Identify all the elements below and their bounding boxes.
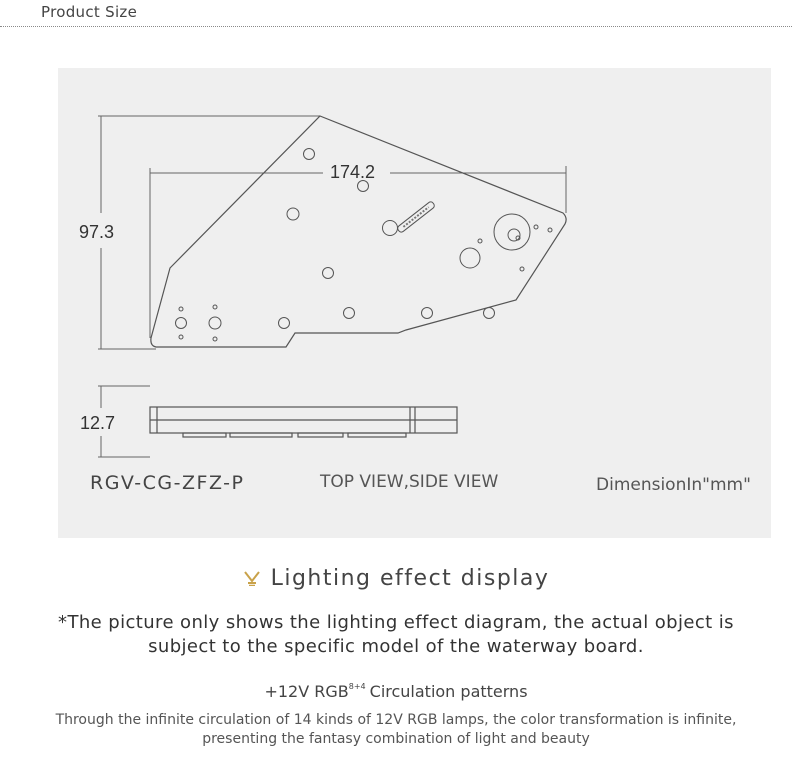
model-number: RGV-CG-ZFZ-P [90, 472, 245, 494]
page-header [0, 0, 792, 28]
technical-drawing [58, 68, 771, 538]
side-view [150, 407, 457, 437]
height-dimension [98, 116, 320, 349]
width-dimension [150, 166, 566, 338]
unit-caption: DimensionIn"mm" [596, 475, 751, 495]
lamp-icon [243, 567, 261, 592]
rgb-pattern-line [0, 682, 792, 701]
view-caption: TOP VIEW,SIDE VIEW [320, 472, 499, 492]
board-outline [151, 116, 566, 347]
lighting-notice: *The picture only shows the lighting effect diagram, the actual object is subject to the specific model of the waterway board. [58, 612, 734, 657]
dimension-drawing-panel [58, 68, 771, 538]
section-title: Product Size [41, 3, 138, 21]
rgb-superscript: 8+4 [348, 682, 366, 691]
rgb-suffix: Circulation patterns [369, 682, 528, 701]
rgb-prefix: +12V RGB [264, 682, 349, 701]
lighting-title: Lighting effect display [270, 566, 550, 591]
lighting-heading [0, 566, 792, 600]
lighting-description: Through the infinite circulation of 14 kinds of 12V RGB lamps, the color transformation is infinite, presenting the fantasy combination of light and beauty [55, 712, 737, 747]
width-label: 174.2 [330, 162, 376, 182]
logo-plate [397, 201, 436, 234]
height-label: 97.3 [79, 222, 115, 242]
thickness-label: 12.7 [80, 413, 116, 433]
header-divider [0, 26, 792, 27]
